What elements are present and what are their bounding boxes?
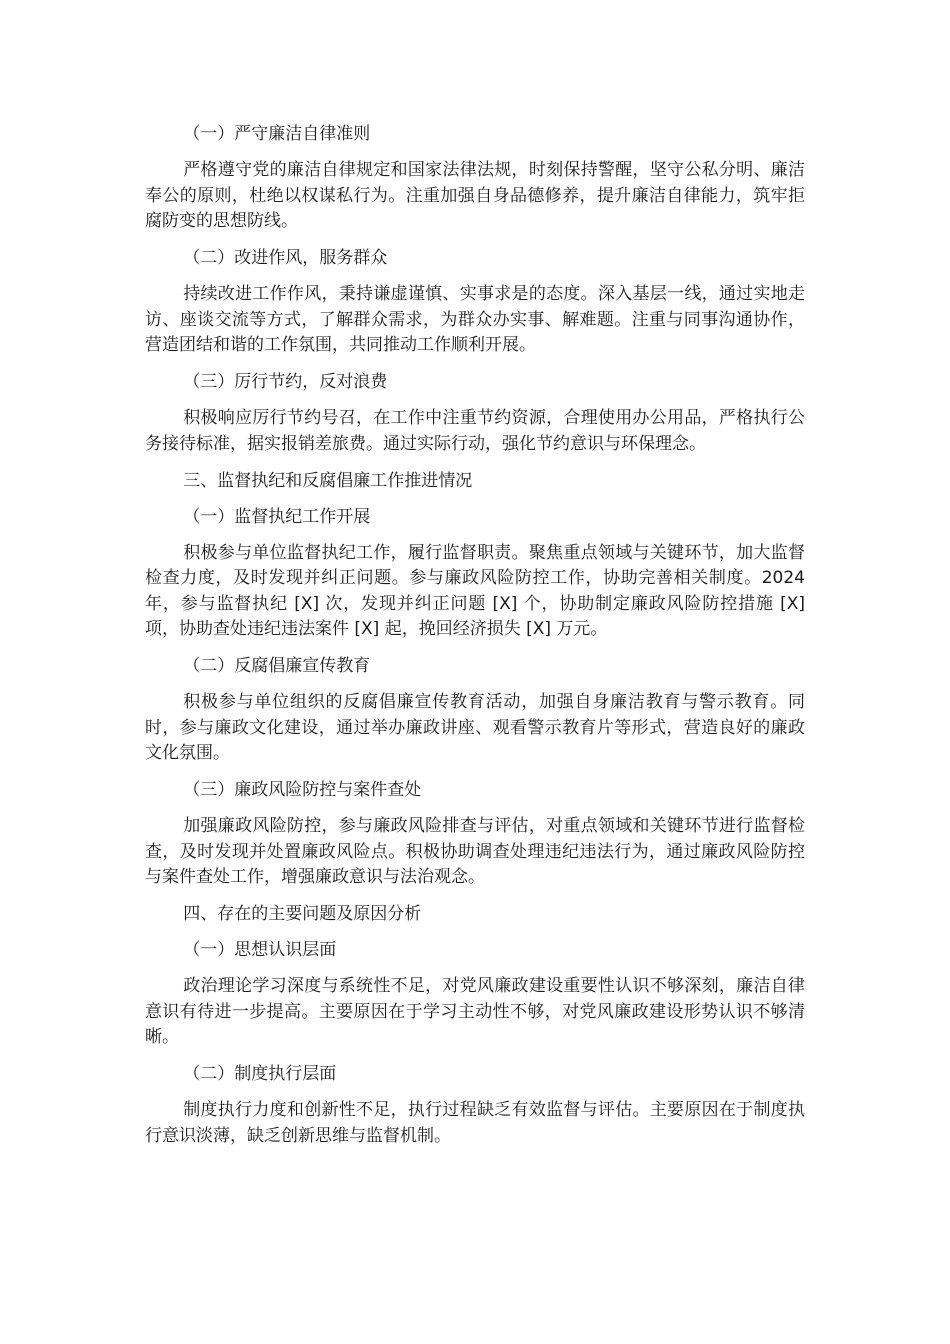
paragraph: 政治理论学习深度与系统性不足，对党风廉政建设重要性认识不够深刻，廉洁自律意识有待进一步提高。主要原因在于学习主动性不够，对党风廉政建设形势认识不够清晰。	[145, 976, 805, 1047]
paragraph: 严格遵守党的廉洁自律规定和国家法律法规，时刻保持警醒，坚守公私分明、廉洁奉公的原则，杜绝以权谋私行为。注重加强自身品德修养，提升廉洁自律能力，筑牢拒腐防变的思想防线。	[145, 160, 805, 231]
paragraph: 积极参与单位组织的反腐倡廉宣传教育活动，加强自身廉洁教育与警示教育。同时，参与廉政文化建设，通过举办廉政讲座、观看警示教育片等形式，营造良好的廉政文化氛围。	[145, 692, 805, 763]
section-heading: （一）思想认识层面	[183, 940, 337, 960]
section-heading: （一）监督执纪工作开展	[183, 506, 371, 527]
section-heading: （二）改进作风，服务群众	[183, 248, 388, 268]
paragraph: 加强廉政风险防控，参与廉政风险排查与评估，对重点领域和关键环节进行监督检查，及时发现并处置廉政风险点。积极协助调查处理违纪违法行为，通过廉政风险防控与案件查处工作，增强廉政意识与法治观念。	[145, 816, 805, 887]
paragraph: 积极响应厉行节约号召，在工作中注重节约资源，合理使用办公用品，严格执行公务接待标准，据实报销差旅费。通过实际行动，强化节约意识与环保理念。	[145, 408, 805, 454]
paragraph: 持续改进工作作风，秉持谦虚谨慎、实事求是的态度。深入基层一线，通过实地走访、座谈交流等方式，了解群众需求，为群众办实事、解难题。注重与同事沟通协作，营造团结和谐的工作氛围，共同推动工作顺利开展。	[145, 284, 805, 355]
chapter-heading: 四、存在的主要问题及原因分析	[183, 904, 422, 924]
section-heading: （三）廉政风险防控与案件查处	[183, 780, 422, 800]
document-page	[145, 122, 805, 1161]
section-heading: （二）制度执行层面	[183, 1064, 337, 1084]
paragraph: 积极参与单位监督执纪工作，履行监督职责。聚焦重点领域与关键环节，加大监督检查力度，及时发现并纠正问题。参与廉政风险防控工作，协助完善相关制度。2024 年，参与监督执纪 [X] 次，发现并纠正问题 [X] 个，协助制定廉政风险防控措施 [X] 项，协助查处违纪违法案件 [X] 起，挽回经济损失 [X] 万元。	[145, 542, 805, 639]
section-heading: （三）厉行节约，反对浪费	[183, 372, 388, 392]
paragraph: 制度执行力度和创新性不足，执行过程缺乏有效监督与评估。主要原因在于制度执行意识淡薄，缺乏创新思维与监督机制。	[145, 1100, 805, 1146]
section-heading: （一）严守廉洁自律准则	[183, 124, 371, 144]
chapter-heading: 三、监督执纪和反腐倡廉工作推进情况	[183, 470, 473, 491]
section-heading: （二）反腐倡廉宣传教育	[183, 656, 371, 676]
